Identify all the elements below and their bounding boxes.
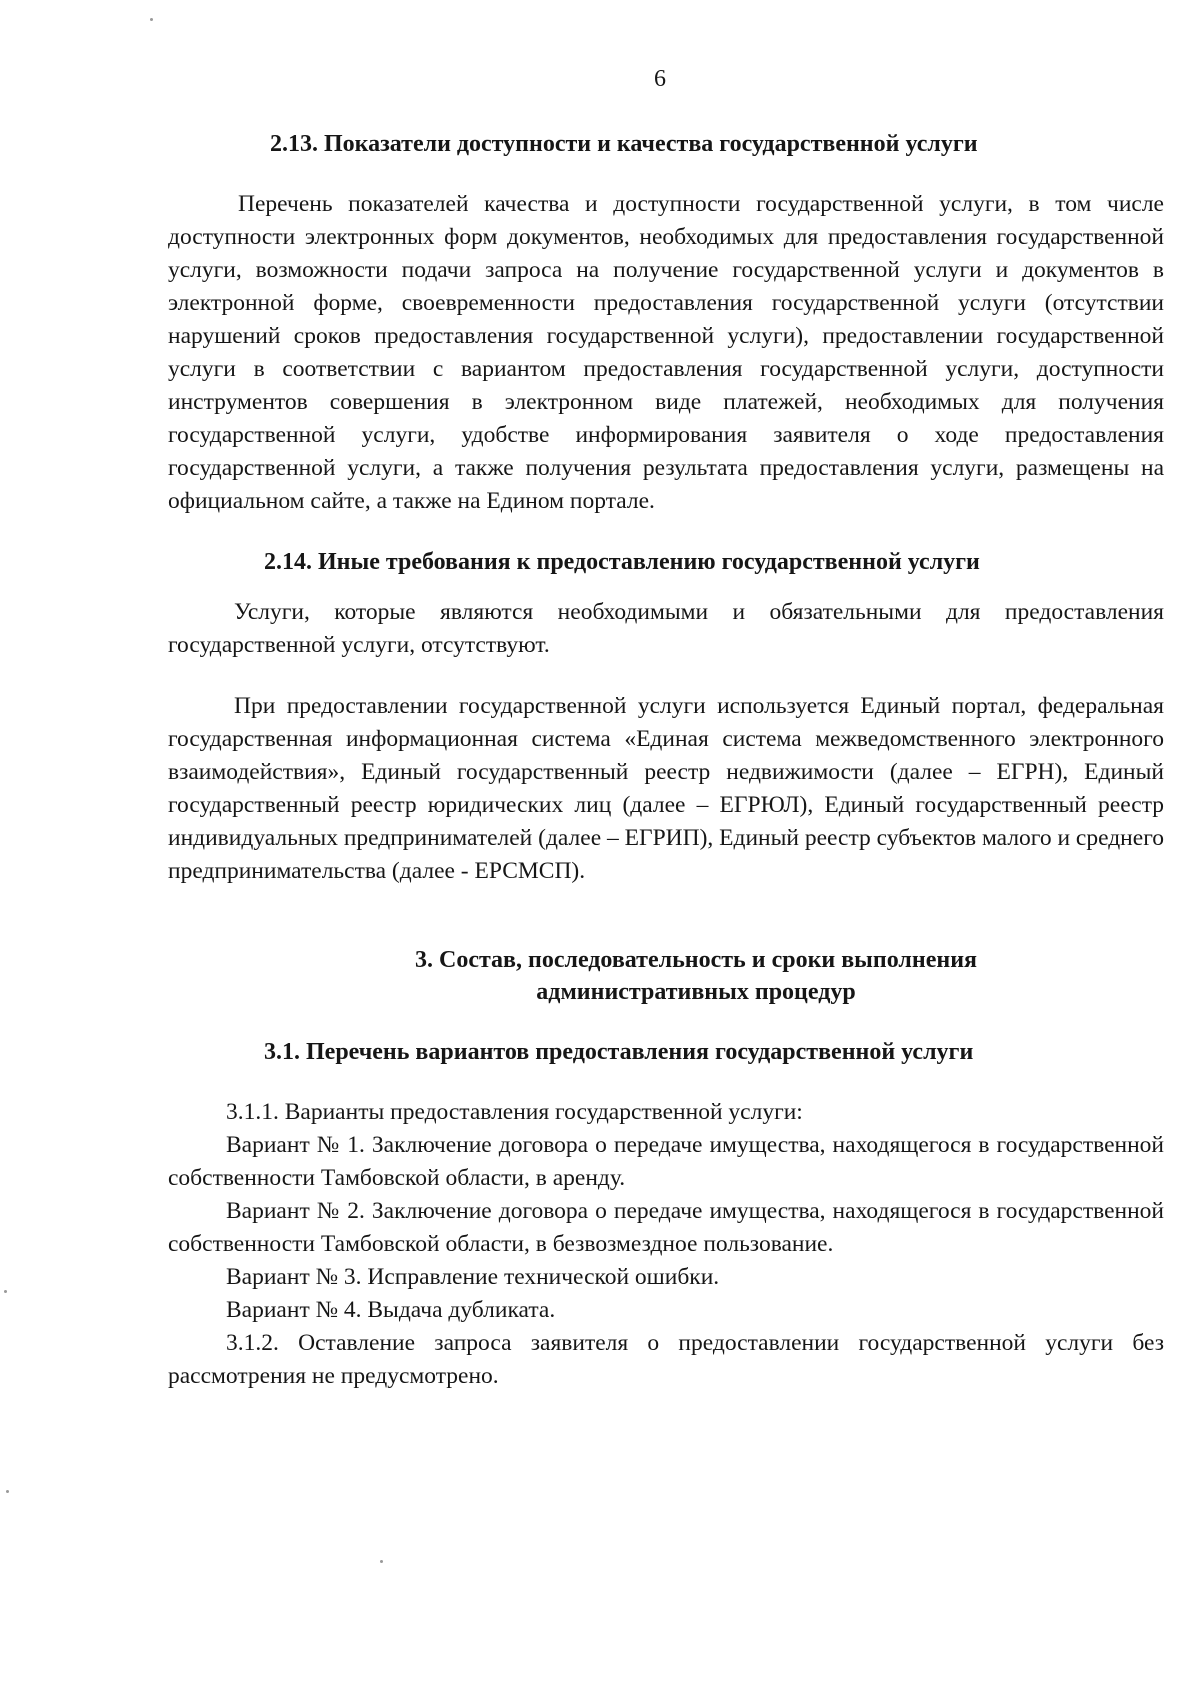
document-body	[168, 128, 1164, 1393]
variant-2: Вариант № 2. Заключение договора о передаче имущества, находящегося в государственной собственности Тамбовской области, в безвозмездное пользование.	[168, 1198, 1164, 1257]
section-3-1-heading: 3.1. Перечень вариантов предоставления государственной услуги	[264, 1039, 974, 1065]
scan-speck	[150, 18, 153, 21]
variant-4: Вариант № 4. Выдача дубликата.	[226, 1297, 556, 1323]
item-3-1-1: 3.1.1. Варианты предоставления государственной услуги:	[226, 1099, 803, 1125]
scan-speck	[380, 1560, 383, 1563]
section-2-14-paragraph-2: При предоставлении государственной услуги используется Единый портал, федеральная государственная информационная система «Единая система межведомственного электронного взаимодействия», Единый государственный реестр недвижимости (далее – ЕГРН), Единый государственный реестр юридических лиц (далее – ЕГРЮЛ), Единый государственный реестр индивидуальных предпринимателей (далее – ЕГРИП), Единый реестр субъектов малого и среднего предпринимательства (далее - ЕРСМСП).	[168, 693, 1164, 884]
section-2-14-paragraph-1: Услуги, которые являются необходимыми и обязательными для предоставления государственной услуги, отсутствуют.	[168, 599, 1164, 658]
scan-speck	[6, 1490, 9, 1493]
item-3-1-2: 3.1.2. Оставление запроса заявителя о предоставлении государственной услуги без рассмотрения не предусмотрено.	[168, 1330, 1164, 1389]
section-2-14-heading: 2.14. Иные требования к предоставлению государственной услуги	[264, 549, 980, 575]
scan-speck	[4, 1290, 7, 1293]
section-3-heading-line-2: административных процедур	[536, 979, 856, 1005]
variant-1: Вариант № 1. Заключение договора о передаче имущества, находящегося в государственной собственности Тамбовской области, в аренду.	[168, 1132, 1164, 1191]
variant-3: Вариант № 3. Исправление технической ошибки.	[226, 1264, 720, 1290]
section-2-13-paragraph: Перечень показателей качества и доступности государственной услуги, в том числе доступности электронных форм документов, необходимых для предоставления государственной услуги, возможности подачи запроса на получение государственной услуги и документов в электронной форме, своевременности предоставления государственной услуги (отсутствии нарушений сроков предоставления государственной услуги), предоставлении государственной услуги в соответствии с вариантом предоставления государственной услуги, доступности инструментов совершения в электронном виде платежей, необходимых для получения государственной услуги, удобстве информирования заявителя о ходе предоставления государственной услуги, а также получения результата предоставления услуги, размещены на официальном сайте, а также на Едином портале.	[168, 191, 1164, 514]
page-number: 6	[654, 66, 666, 92]
section-3-heading-line-1: 3. Состав, последовательность и сроки выполнения	[414, 947, 978, 973]
section-2-13-heading: 2.13. Показатели доступности и качества государственной услуги	[270, 131, 978, 157]
